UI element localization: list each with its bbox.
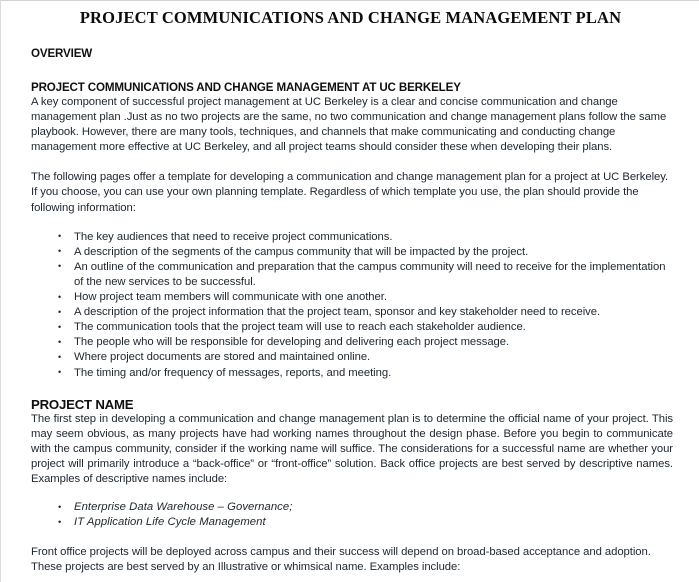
template-section bbox=[31, 170, 673, 215]
paragraph-template-guidance: The following pages offer a template for developing a communication and change management plan for a project at UC Berkeley. If you choose, you can use your own planning template. Regardless of which template you use, the plan should provide the following information: bbox=[31, 171, 669, 214]
page-title: PROJECT COMMUNICATIONS AND CHANGE MANAGEMENT PLAN bbox=[79, 8, 622, 27]
paragraph-project-name: The first step in developing a communication and change management plan is to determine the official name of your project. This may seem obvious, as many projects have had working names throughout the design phase. Before you begin to communicate with the campus community, consider if the working name will suffice. The considerations for a successful name are whether your project will primarily introduce a “back-office” or “front-office” solution. Back office projects are best served by descriptive names. Examples of descriptive names include: bbox=[31, 412, 673, 485]
list-item: • A description of the project information that the project team, sponsor and key stakeholder need to receive. bbox=[58, 305, 673, 320]
spacer bbox=[1, 155, 699, 170]
document-content bbox=[1, 1, 699, 575]
list-item: • The communication tools that the project team will use to reach each stakeholder audience. bbox=[58, 320, 673, 335]
paragraph-berkeley-overview: A key component of successful project management at UC Berkeley is a clear and concise communication and change management plan .Just as no two projects are the same, no two communication and change management plans follow the same playbook. However, there are many tools, techniques, and channels that make communicating and conducting change management more effective at UC Berkeley, and all project teams should consider these when developing their plans. bbox=[31, 96, 667, 154]
spacer bbox=[1, 487, 699, 500]
spacer bbox=[1, 216, 699, 230]
list-item: • Where project documents are stored and maintained online. bbox=[58, 350, 673, 365]
berkeley-section bbox=[31, 81, 673, 155]
spacer bbox=[1, 530, 699, 545]
spacer bbox=[1, 28, 699, 47]
list-item: • IT Application Life Cycle Management bbox=[58, 515, 673, 530]
list-item: • An outline of the communication and preparation that the campus community will need to receive for the implementation of the new services to be successful. bbox=[58, 260, 673, 290]
list-item: • How project team members will communicate with one another. bbox=[58, 290, 673, 305]
heading-project-communications-uc-berkeley: PROJECT COMMUNICATIONS AND CHANGE MANAGEMENT AT UC BERKELEY bbox=[31, 81, 461, 94]
list-requirements bbox=[58, 230, 673, 381]
project-name-section bbox=[31, 398, 673, 487]
heading-overview: OVERVIEW bbox=[31, 47, 93, 60]
spacer bbox=[1, 381, 699, 398]
heading-project-name: PROJECT NAME bbox=[31, 396, 134, 412]
list-item: • A description of the segments of the campus community that will be impacted by the project. bbox=[58, 245, 673, 260]
list-item: • Enterprise Data Warehouse – Governance; bbox=[58, 500, 673, 515]
paragraph-front-office: Front office projects will be deployed across campus and their success will depend on broad-based acceptance and adoption. These projects are best served by an Illustrative or whimsical name. Examples include: bbox=[31, 546, 651, 574]
list-item: • The key audiences that need to receive project communications. bbox=[58, 230, 673, 245]
list-descriptive-name-examples bbox=[58, 500, 673, 530]
front-office-section bbox=[31, 545, 673, 575]
overview-section bbox=[31, 47, 673, 61]
list-item: • The people who will be responsible for developing and delivering each project message. bbox=[58, 335, 673, 350]
spacer bbox=[1, 61, 699, 81]
list-item: • The timing and/or frequency of messages, reports, and meeting. bbox=[58, 366, 673, 381]
